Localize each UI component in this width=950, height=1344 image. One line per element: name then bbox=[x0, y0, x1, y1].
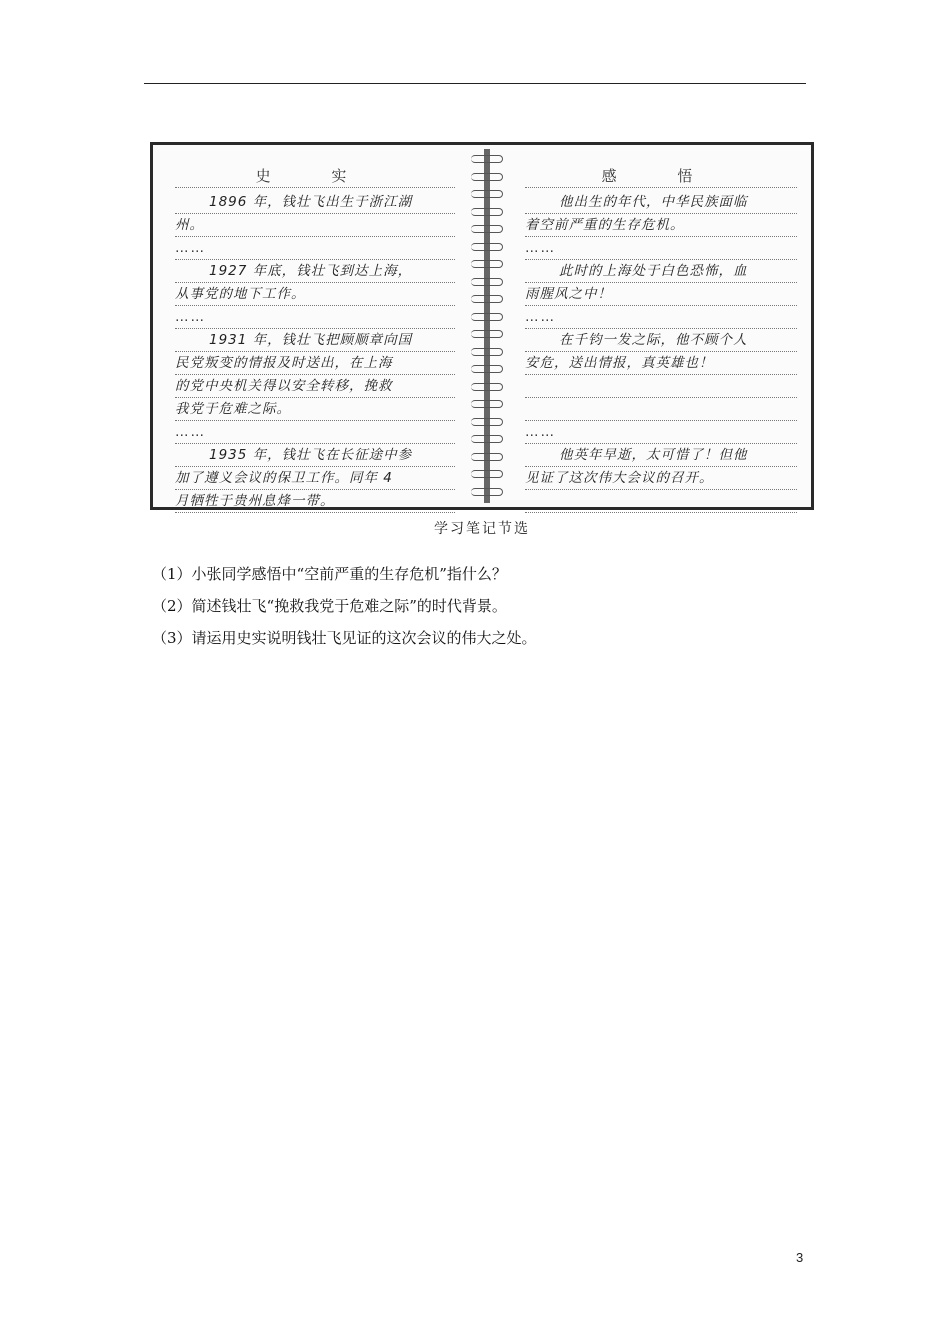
left-page-line: 民党叛变的情报及时送出，在上海 bbox=[175, 352, 455, 375]
spiral-ring bbox=[471, 243, 503, 251]
spiral-ring bbox=[471, 470, 503, 478]
page-number: 3 bbox=[796, 1250, 804, 1265]
figure-caption: 学习笔记节选 bbox=[434, 521, 530, 537]
notebook-spiral-binding bbox=[465, 149, 509, 503]
right-page-line: …… bbox=[525, 237, 797, 260]
spiral-ring bbox=[471, 295, 503, 303]
spiral-ring bbox=[471, 260, 503, 268]
spiral-ring bbox=[471, 400, 503, 408]
spiral-ring bbox=[471, 488, 503, 496]
right-page-line bbox=[525, 398, 797, 421]
left-page-line: 1896 年，钱壮飞出生于浙江湖 bbox=[175, 191, 455, 214]
right-page-line: …… bbox=[525, 421, 797, 444]
spiral-ring bbox=[471, 208, 503, 216]
right-page-line: 安危，送出情报，真英雄也！ bbox=[525, 352, 797, 375]
right-page-line: 此时的上海处于白色恐怖，血 bbox=[525, 260, 797, 283]
right-page-line: 他出生的年代，中华民族面临 bbox=[525, 191, 797, 214]
left-page-line: 1931 年，钱壮飞把顾顺章向国 bbox=[175, 329, 455, 352]
right-page-line bbox=[525, 375, 797, 398]
spiral-ring bbox=[471, 313, 503, 321]
header-rule bbox=[144, 83, 806, 84]
spiral-ring bbox=[471, 278, 503, 286]
notebook-left-page bbox=[175, 155, 455, 509]
left-page-line: 我党于危难之际。 bbox=[175, 398, 455, 421]
spiral-ring bbox=[471, 453, 503, 461]
left-page-heading: 史 实 bbox=[175, 167, 455, 188]
question-item: （3）请运用史实说明钱壮飞见证的这次会议的伟大之处。 bbox=[152, 629, 537, 647]
question-list bbox=[152, 558, 812, 654]
question-item: （1）小张同学感悟中“空前严重的生存危机”指什么？ bbox=[152, 565, 507, 583]
left-page-line: 从事党的地下工作。 bbox=[175, 283, 455, 306]
spiral-ring bbox=[471, 348, 503, 356]
right-page-line: 他英年早逝，太可惜了！但他 bbox=[525, 444, 797, 467]
left-page-line: 加了遵义会议的保卫工作。同年 4 bbox=[175, 467, 455, 490]
study-notebook-image bbox=[150, 142, 814, 510]
spiral-ring bbox=[471, 155, 503, 163]
spiral-ring bbox=[471, 435, 503, 443]
left-page-line: …… bbox=[175, 237, 455, 260]
spiral-ring bbox=[471, 190, 503, 198]
left-page-line: 的党中央机关得以安全转移，挽救 bbox=[175, 375, 455, 398]
spiral-ring bbox=[471, 365, 503, 373]
spine-bar bbox=[484, 149, 490, 503]
spiral-ring bbox=[471, 173, 503, 181]
spiral-ring bbox=[471, 383, 503, 391]
right-page-line: 雨腥风之中！ bbox=[525, 283, 797, 306]
right-page-line bbox=[525, 490, 797, 513]
left-page-lines bbox=[175, 191, 455, 513]
left-page-line: 州。 bbox=[175, 214, 455, 237]
spiral-ring bbox=[471, 225, 503, 233]
right-page-line: …… bbox=[525, 306, 797, 329]
left-page-line: …… bbox=[175, 306, 455, 329]
left-page-line: …… bbox=[175, 421, 455, 444]
left-page-line: 1935 年，钱壮飞在长征途中参 bbox=[175, 444, 455, 467]
left-page-line: 月牺牲于贵州息烽一带。 bbox=[175, 490, 455, 513]
right-page-heading: 感 悟 bbox=[525, 167, 797, 188]
question-item: （2）简述钱壮飞“挽救我党于危难之际”的时代背景。 bbox=[152, 597, 507, 615]
right-page-line: 见证了这次伟大会议的召开。 bbox=[525, 467, 797, 490]
notebook-right-page bbox=[525, 155, 797, 497]
right-page-line: 在千钧一发之际，他不顾个人 bbox=[525, 329, 797, 352]
left-page-line: 1927 年底，钱壮飞到达上海， bbox=[175, 260, 455, 283]
right-page-lines bbox=[525, 191, 797, 513]
spiral-ring bbox=[471, 418, 503, 426]
spiral-ring bbox=[471, 330, 503, 338]
right-page-line: 着空前严重的生存危机。 bbox=[525, 214, 797, 237]
